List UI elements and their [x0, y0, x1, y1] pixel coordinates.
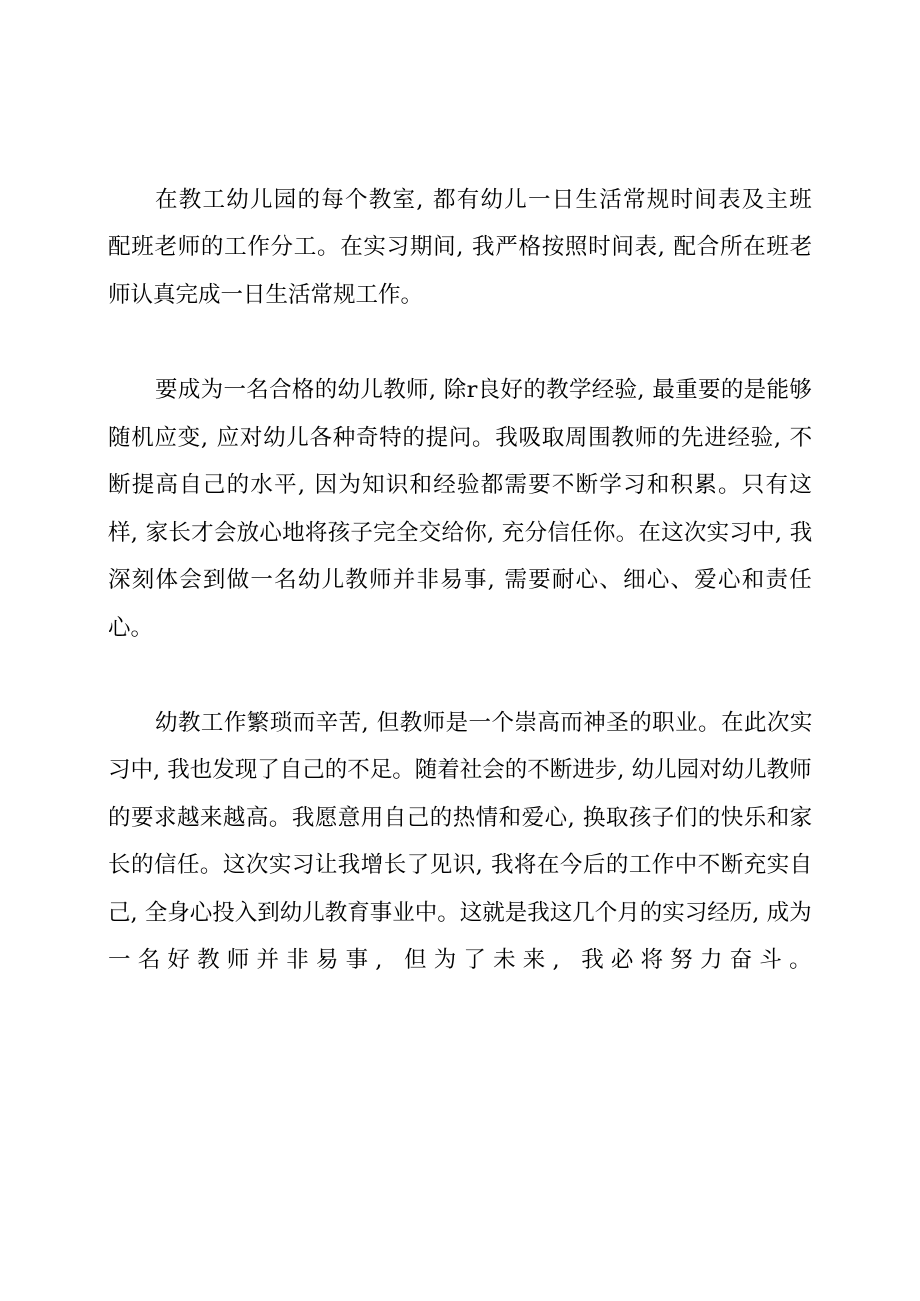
paragraph-line: 断提高自己的水平, 因为知识和经验都需要不断学习和积累。只有这 — [108, 472, 813, 498]
paragraph-line: 习中, 我也发现了自己的不足。随着社会的不断进步, 幼儿园对幼儿教师 — [108, 757, 812, 783]
paragraph-line: 的要求越来越高。我愿意用自己的热情和爱心, 换取孩子们的快乐和家 — [108, 805, 813, 831]
paragraph-line: 己, 全身心投入到幼儿教育事业中。这就是我这几个月的实习经历, 成为 — [108, 900, 812, 926]
paragraph-line: 在教工幼儿园的每个教室, 都有幼儿一日生活常规时间表及主班 — [155, 187, 814, 213]
paragraph-line: 心。 — [108, 615, 154, 641]
paragraph-line: 师认真完成一日生活常规工作。 — [108, 282, 424, 308]
paragraph-line: 样, 家长才会放心地将孩子完全交给你, 充分信任你。在这次实习中, 我 — [108, 520, 813, 546]
paragraph-line: 深刻体会到做一名幼儿教师并非易事, 需要耐心、细心、爱心和责任 — [108, 567, 813, 593]
paragraph-line: 配班老师的工作分工。在实习期间, 我严格按照时间表, 配合所在班老 — [108, 234, 813, 260]
paragraph-line: 一名好教师并非易事, 但为了未来, 我必将努力奋斗。 — [108, 947, 819, 973]
paragraph-line: 要成为一名合格的幼儿教师, 除r良好的教学经验, 最重要的是能够 — [155, 377, 813, 403]
paragraph-line: 幼教工作繁琐而辛苦, 但教师是一个崇高而神圣的职业。在此次实 — [155, 710, 813, 736]
paragraph-line: 长的信任。这次实习让我增长了见识, 我将在今后的工作中不断充实自 — [108, 852, 813, 878]
paragraph-line: 随机应变, 应对幼儿各种奇特的提问。我吸取周围教师的先进经验, 不 — [108, 425, 813, 451]
